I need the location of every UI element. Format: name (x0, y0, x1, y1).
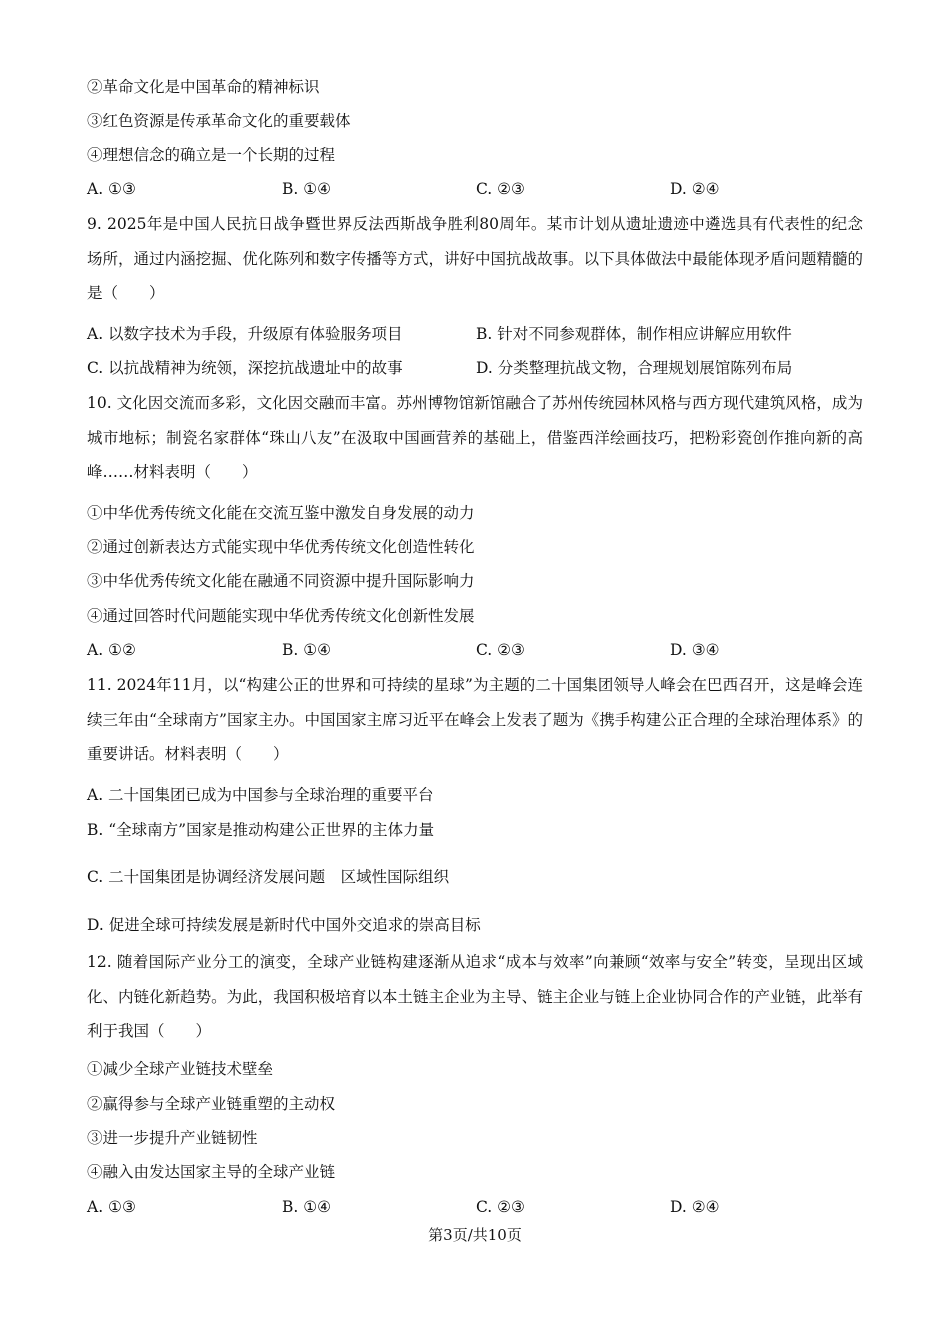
q10-statement-1: ①中华优秀传统文化能在交流互鉴中激发自身发展的动力 (87, 504, 475, 522)
option-c: C. ②③ (476, 180, 525, 198)
page-footer: 第3页/共10页 (428, 1226, 522, 1244)
q9-stem: 9. 2025年是中国人民抗日战争暨世界反法西斯战争胜利80周年。某市计划从遗址遗迹中遴选具有代表性的纪念场所，通过内涵挖掘、优化陈列和数字传播等方式，讲好中国抗战故事。以下具体做法中最能体现矛盾问题精髓的是（ ） (87, 215, 863, 303)
option-d: D. ③④ (670, 641, 720, 659)
prev-statement-2: ②革命文化是中国革命的精神标识 (87, 78, 320, 96)
q9-options-row2 (87, 357, 867, 379)
q10-statement-4: ④通过回答时代问题能实现中华优秀传统文化创新性发展 (87, 607, 475, 625)
q10-options (87, 639, 867, 661)
q9-option-d: D. 分类整理抗战文物，合理规划展馆陈列布局 (476, 359, 793, 377)
option-a: A. ①③ (87, 180, 136, 198)
option-b: B. ①④ (282, 180, 332, 198)
q12-statement-2: ②赢得参与全球产业链重塑的主动权 (87, 1095, 336, 1113)
q9-option-b: B. 针对不同参观群体，制作相应讲解应用软件 (476, 325, 792, 343)
q9-option-a: A. 以数字技术为手段，升级原有体验服务项目 (87, 325, 403, 343)
q9-option-c: C. 以抗战精神为统领，深挖抗战遗址中的故事 (87, 359, 403, 377)
q11-option-c: C. 二十国集团是协调经济发展问题 区域性国际组织 (87, 868, 450, 886)
option-a: A. ①③ (87, 1198, 136, 1216)
q11-stem: 11. 2024年11月，以“构建公正的世界和可持续的星球”为主题的二十国集团领导人峰会在巴西召开，这是峰会连续三年由“全球南方”国家主办。中国国家主席习近平在峰会上发表了题为《携手构建公正合理的全球治理体系》的重要讲话。材料表明（ ） (87, 676, 863, 764)
prev-statement-4: ④理想信念的确立是一个长期的过程 (87, 146, 336, 164)
q10-statement-2: ②通过创新表达方式能实现中华优秀传统文化创造性转化 (87, 538, 475, 556)
option-d: D. ②④ (670, 1198, 720, 1216)
q12-statement-1: ①减少全球产业链技术壁垒 (87, 1060, 274, 1078)
q10-stem: 10. 文化因交流而多彩，文化因交融而丰富。苏州博物馆新馆融合了苏州传统园林风格与西方现代建筑风格，成为城市地标；制瓷名家群体“珠山八友”在汲取中国画营养的基础上，借鉴西洋绘画技巧，把粉彩瓷创作推向新的高峰……材料表明（ ） (87, 394, 863, 482)
option-d: D. ②④ (670, 180, 720, 198)
option-a: A. ①② (87, 641, 136, 659)
q12-statement-3: ③进一步提升产业链韧性 (87, 1129, 258, 1147)
q11-option-a: A. 二十国集团已成为中国参与全球治理的重要平台 (87, 786, 434, 804)
option-c: C. ②③ (476, 1198, 525, 1216)
prev-statement-3: ③红色资源是传承革命文化的重要载体 (87, 112, 351, 130)
q12-options (87, 1196, 867, 1218)
prev-options (87, 178, 867, 200)
option-c: C. ②③ (476, 641, 525, 659)
q10-statement-3: ③中华优秀传统文化能在融通不同资源中提升国际影响力 (87, 572, 475, 590)
q12-stem: 12. 随着国际产业分工的演变，全球产业链构建逐渐从追求“成本与效率”向兼顾“效率与安全”转变，呈现出区域化、内链化新趋势。为此，我国积极培育以本土链主企业为主导、链主企业与链上企业协同合作的产业链，此举有利于我国（ ） (87, 953, 863, 1041)
option-b: B. ①④ (282, 641, 332, 659)
q9-options-row1 (87, 323, 867, 345)
q11-option-b: B. “全球南方”国家是推动构建公正世界的主体力量 (87, 821, 435, 839)
option-b: B. ①④ (282, 1198, 332, 1216)
q12-statement-4: ④融入由发达国家主导的全球产业链 (87, 1163, 336, 1181)
q11-option-d: D. 促进全球可持续发展是新时代中国外交追求的崇高目标 (87, 916, 481, 934)
